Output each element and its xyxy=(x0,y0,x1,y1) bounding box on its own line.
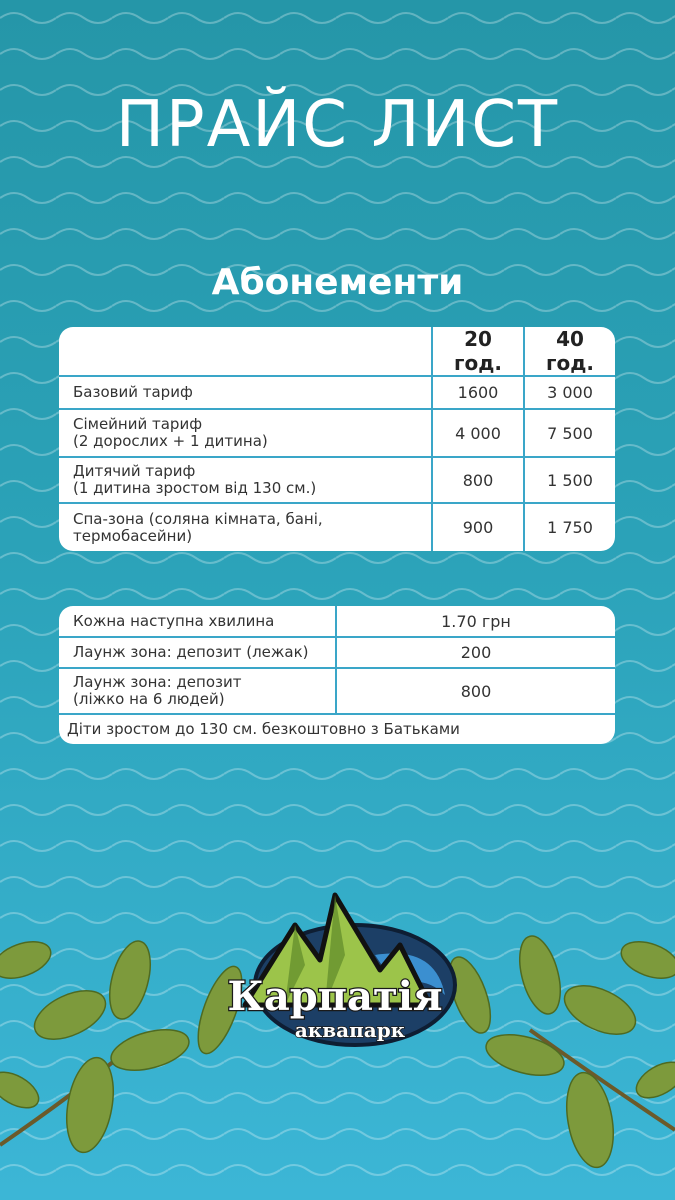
extra-value: 1.70 грн xyxy=(336,606,615,637)
price-40: 3 000 xyxy=(524,376,615,409)
table-row xyxy=(59,409,615,457)
table-row xyxy=(59,668,615,714)
column-header-20: 20 год. xyxy=(432,327,524,376)
row-label: Лаунж зона: депозит (лежак) xyxy=(59,637,336,668)
column-header-40: 40 год. xyxy=(524,327,615,376)
logo-tagline: аквапарк xyxy=(294,1018,406,1042)
extra-value: 800 xyxy=(336,668,615,714)
row-label: Дитячий тариф (1 дитина зростом від 130 см.) xyxy=(59,457,432,503)
table-row xyxy=(59,376,615,409)
price-40: 1 500 xyxy=(524,457,615,503)
page-title: ПРАЙС ЛИСТ xyxy=(115,88,560,162)
price-20: 4 000 xyxy=(432,409,524,457)
table-row xyxy=(59,714,615,744)
price-40: 7 500 xyxy=(524,409,615,457)
price-20: 1600 xyxy=(432,376,524,409)
row-label: Лаунж зона: депозит (ліжко на 6 людей) xyxy=(59,668,336,714)
table-row xyxy=(59,606,615,637)
row-label: Базовий тариф xyxy=(59,376,432,409)
table-row xyxy=(59,457,615,503)
row-label: Спа-зона (соляна кімната, бані, термобасейни) xyxy=(59,503,432,551)
footnote: Діти зростом до 130 см. безкоштовно з Батьками xyxy=(59,714,615,744)
row-label: Сімейний тариф (2 дорослих + 1 дитина) xyxy=(59,409,432,457)
extras-table xyxy=(59,606,615,744)
logo-title: Карпатія xyxy=(227,973,443,1020)
karpatia-logo xyxy=(205,885,465,1060)
table-row xyxy=(59,503,615,551)
subscriptions-table xyxy=(59,327,615,551)
row-label: Кожна наступна хвилина xyxy=(59,606,336,637)
table-header-row xyxy=(59,327,615,376)
table-row xyxy=(59,637,615,668)
price-40: 1 750 xyxy=(524,503,615,551)
header-empty-cell xyxy=(59,327,432,376)
price-20: 900 xyxy=(432,503,524,551)
extra-value: 200 xyxy=(336,637,615,668)
price-20: 800 xyxy=(432,457,524,503)
section-subtitle: Абонементи xyxy=(211,262,464,303)
